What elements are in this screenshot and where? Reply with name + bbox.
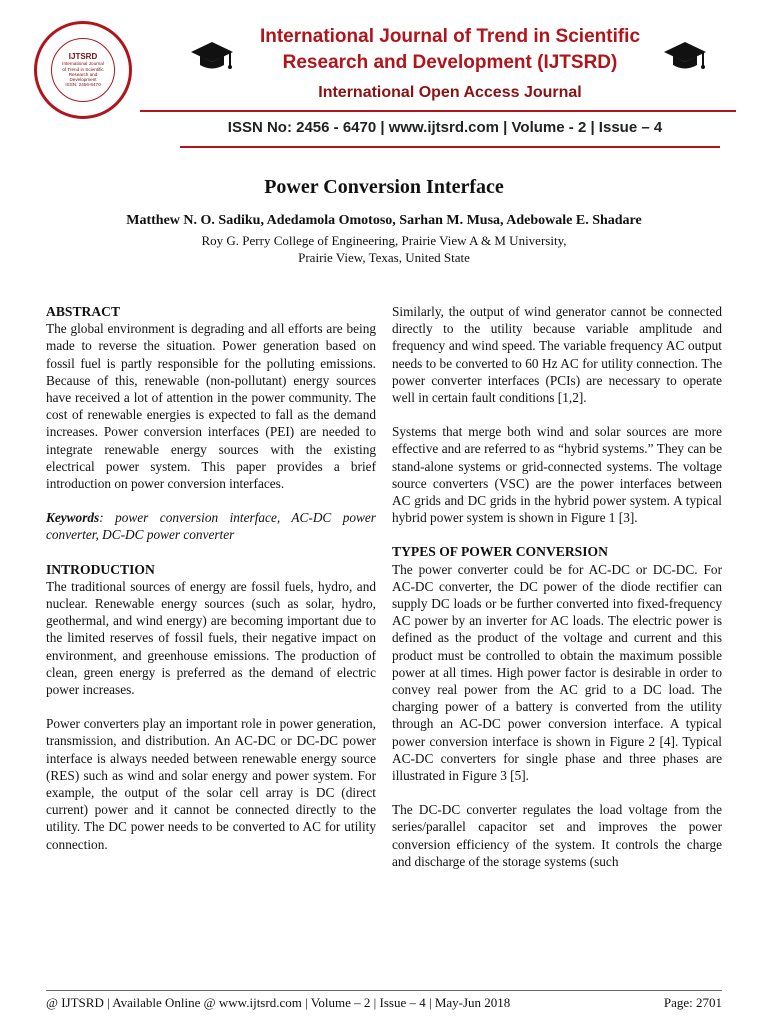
header-divider [140,110,736,112]
body-paragraph: Systems that merge both wind and solar sources are more effective and are referred to as “hybrid systems.” They can be stand-alone systems or grid-connected systems. The voltage source converters (VSC) are the power interfaces between AC grids and DC grids in the hybrid power system. A typical hybrid power system is shown in Figure 1 [3]. [392,424,722,526]
journal-logo [34,21,132,119]
affiliation-line: Prairie View, Texas, United State [298,250,470,265]
journal-title-line1: International Journal of Trend in Scientific [259,26,641,47]
left-column [46,303,376,870]
header-divider [180,146,720,148]
logo-line: Development [69,77,97,83]
body-paragraph: The DC-DC converter regulates the load voltage from the series/parallel capacitor set and improves the power conversion efficiency of the system. It controls the charge and discharge of the storage systems (such [392,802,722,869]
abstract-text: The global environment is degrading and all efforts are being made to reverse the situation. Power generation based on fossil fuel is partly responsible for the polluting emissions. Because of this, renewable (non-pollutant) energy sources have received a lot of attention in the power community. The cost of renewable energies is expected to fall as the demand increases. Power conversion interfaces (PEI) are needed to integrate renewable energy sources with the existing electrical power system. This paper provides a brief introduction on power conversion interfaces. [46,321,376,492]
page-footer [46,995,722,1011]
issn-line: ISSN No: 2456 - 6470 | www.ijtsrd.com | Volume - 2 | Issue – 4 [227,119,663,136]
paper-title: Power Conversion Interface [264,176,504,198]
abstract-heading: ABSTRACT [46,304,121,319]
logo-abbr: IJTSRD [68,52,98,62]
introduction-paragraph: Power converters play an important role in power generation, transmission, and distribution. An AC-DC or DC-DC power interface is always needed between renewable energy source (RES) such as wind and solar energy and power system. For example, the output of the solar cell array is DC (direct current) power and it cannot be connected directly to the utility. The DC power needs to be converted to AC for utility connection. [46,716,376,852]
keywords-label: Keywords [46,510,100,526]
logo-line: Research and [68,71,98,77]
keywords [46,509,376,543]
page-number: Page: 2701 [663,995,722,1010]
journal-title-line2: Research and Development (IJTSRD) [282,52,618,73]
introduction-heading: INTRODUCTION [46,561,155,577]
right-column [392,303,722,887]
logo-line: of Trend in Scientific [62,66,104,72]
keywords-text: : power conversion interface, AC-DC power converter, DC-DC power converter [46,510,376,543]
logo-seal [51,38,115,102]
footer-info: @ IJTSRD | Available Online @ www.ijtsrd.com | Volume – 2 | Issue – 4 | May-Jun 2018 [46,995,511,1010]
paper-affiliation [0,232,768,266]
affiliation-line: Roy G. Perry College of Engineering, Prairie View A & M University, [201,233,567,248]
journal-subtitle: International Open Access Journal [318,84,582,101]
logo-line: International Journal [62,61,104,67]
body-paragraph: Similarly, the output of wind generator cannot be connected directly to the utility because variable amplitude and frequency and wind speed. The variable frequency AC output needs to be converted to 60 Hz AC for utility connection. The power converter interfaces (PCIs) are necessary to operate well in certain fault conditions [1,2]. [392,304,722,406]
body-paragraph: The power converter could be for AC-DC or DC-DC. For AC-DC converter, the DC power of the diode rectifier can supply DC loads or be further converted into fixed-frequency AC power by an inverter for AC loads. The electric power is defined as the product of the voltage and current and this product must be controlled to obtain the maximum possible power at all times. High power factor is desirable in order to convey real power from the AC grid to a DC load. The charging power of a battery is converted from the utility through an AC-DC power conversion interface. A typical power conversion interface is shown in Figure 2 [4]. Typical AC-DC converters for single phase and three phases are illustrated in Figure 3 [5]. [392,561,722,784]
paper-authors: Matthew N. O. Sadiku, Adedamola Omotoso, Sarhan M. Musa, Adebowale E. Shadare [126,213,642,228]
types-heading: TYPES OF POWER CONVERSION [392,544,608,560]
footer-divider [46,990,722,991]
introduction-paragraph: The traditional sources of energy are fossil fuels, hydro, and nuclear. Renewable energy sources (such as solar, hydro, geothermal, and wind energy) are becoming important due to the limited reserves of fossil fuels, their negative impact on environment, and greenhouse emissions. The production of clean, green energy is preferred as the demand of electric power increases. [46,578,376,698]
journal-header [0,0,768,160]
logo-issn: ISSN: 2456-6470 [65,82,101,88]
